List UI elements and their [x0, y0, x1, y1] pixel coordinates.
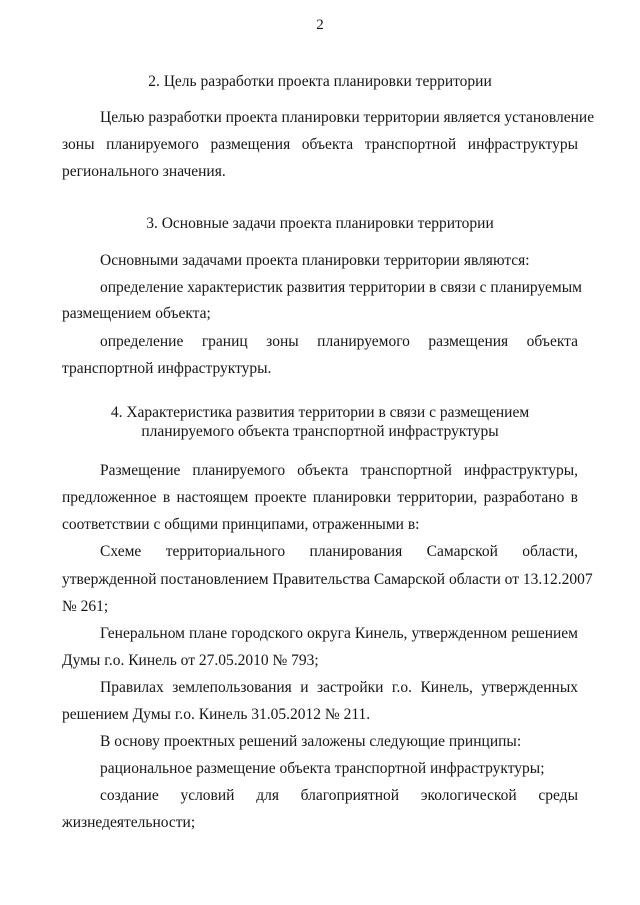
page-number: 2	[316, 17, 324, 33]
section-2-heading: 2. Цель разработки проекта планировки территории	[148, 73, 492, 90]
paragraph-line: зоны планируемого размещения объекта транспортной инфраструктуры	[62, 136, 578, 153]
paragraph-line: Схеме территориального планирования Самарской области,	[100, 543, 578, 560]
paragraph-line: предложенное в настоящем проекте планировки территории, разработано в	[62, 489, 578, 506]
paragraph-line: соответствии с общими принципами, отраженными в:	[62, 516, 420, 533]
paragraph-line: Думы г.о. Кинель от 27.05.2010 № 793;	[62, 652, 319, 669]
paragraph-line: создание условий для благоприятной экологической среды	[100, 787, 578, 804]
paragraph-line: жизнедеятельности;	[62, 814, 196, 831]
paragraph-line: Размещение планируемого объекта транспортной инфраструктуры,	[100, 462, 578, 479]
section-3-heading: 3. Основные задачи проекта планировки территории	[146, 215, 494, 232]
paragraph-line: утвержденной постановлением Правительства Самарской области от 13.12.2007	[62, 571, 593, 588]
paragraph-line: рациональное размещение объекта транспортной инфраструктуры;	[100, 760, 545, 777]
paragraph-line: регионального значения.	[62, 163, 226, 180]
paragraph-line: определение характеристик развития территории в связи с планируемым	[100, 279, 582, 296]
section-4-heading-line2: планируемого объекта транспортной инфраструктуры	[141, 423, 499, 440]
paragraph-line: Генеральном плане городского округа Кинель, утвержденном решением	[100, 625, 578, 642]
paragraph-line: размещением объекта;	[62, 305, 211, 322]
paragraph-line: решением Думы г.о. Кинель 31.05.2012 № 211.	[62, 706, 371, 723]
paragraph-line: транспортной инфраструктуры.	[62, 360, 272, 377]
paragraph-line: № 261;	[62, 598, 109, 615]
paragraph-line: Целью разработки проекта планировки территории является установление	[100, 109, 595, 126]
paragraph-line: В основу проектных решений заложены следующие принципы:	[100, 733, 522, 750]
paragraph-line: Правилах землепользования и застройки г.о. Кинель, утвержденных	[100, 679, 578, 696]
paragraph-line: определение границ зоны планируемого размещения объекта	[100, 333, 578, 350]
paragraph-line: Основными задачами проекта планировки территории являются:	[100, 252, 530, 269]
section-4-heading-line1: 4. Характеристика развития территории в связи с размещением	[110, 404, 530, 421]
